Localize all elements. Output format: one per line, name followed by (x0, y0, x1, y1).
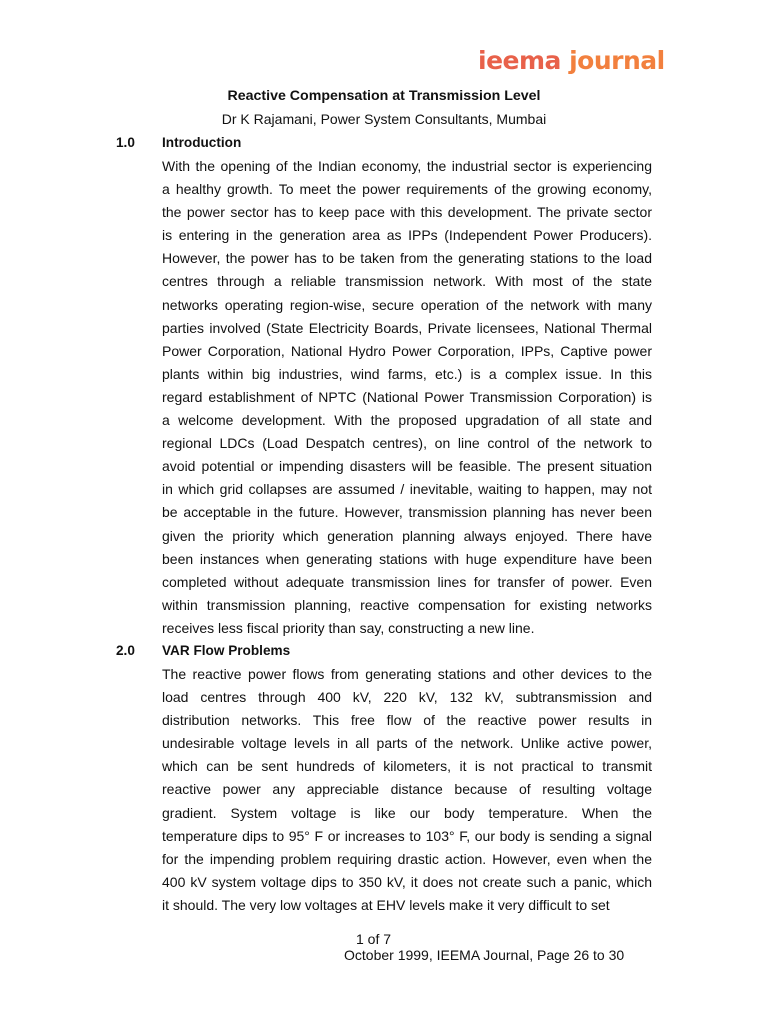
paragraph-line: 400 kV system voltage dips to 350 kV, it does not create such a panic, which (162, 873, 652, 890)
paragraph-line: Power Corporation, National Hydro Power Corporation, IPPs, Captive power (162, 342, 652, 359)
author-line: Dr K Rajamani, Power System Consultants, Mumbai (221, 111, 547, 127)
paragraph-line: regional LDCs (Load Despatch centres), on line control of the network to (162, 435, 652, 452)
paragraph-line: centres through a reliable transmission network. With most of the state (162, 273, 652, 290)
paper-title: Reactive Compensation at Transmission Level (227, 88, 541, 104)
paragraph-line: the power sector has to keep pace with this development. The private sector (162, 204, 652, 221)
paragraph-line: distribution networks. This free flow of the reactive power results in (162, 712, 652, 729)
paragraph-line: parties involved (State Electricity Boards, Private licensees, National Thermal (162, 319, 652, 336)
paragraph-line: networks operating region-wise, secure operation of the network with many (162, 296, 652, 313)
section-1-body (162, 155, 652, 640)
paragraph-line: within transmission planning, reactive compensation for existing networks (162, 596, 652, 613)
section-2-heading: VAR Flow Problems (162, 643, 291, 658)
paragraph-line: a healthy growth. To meet the power requirements of the growing economy, (162, 181, 652, 198)
section-1-number: 1.0 (116, 135, 135, 150)
section-2-body (162, 663, 652, 917)
paragraph-line: With the opening of the Indian economy, the industrial sector is experiencing (162, 158, 652, 174)
section-1-heading: Introduction (162, 135, 242, 150)
logo-journal-text: journal (560, 46, 665, 75)
paragraph-line: plants within big industries, wind farms, etc.) is a complex issue. In this (162, 365, 652, 382)
paragraph-line: avoid potential or impending disasters will be feasible. The present situation (162, 458, 652, 475)
paragraph-line: in which grid collapses are assumed / inevitable, waiting to happen, may not (162, 481, 652, 498)
paragraph-line: load centres through 400 kV, 220 kV, 132 kV, subtransmission and (162, 689, 652, 706)
paragraph-line: completed without adequate transmission lines for transfer of power. Even (162, 573, 652, 590)
paragraph-line: for the impending problem requiring drastic action. However, even when the (162, 850, 652, 867)
source-citation: October 1999, IEEMA Journal, Page 26 to 30 (344, 947, 625, 963)
paragraph-line: regard establishment of NPTC (National Power Transmission Corporation) is (162, 388, 652, 405)
section-2-number: 2.0 (116, 643, 135, 658)
paragraph-line: receives less fiscal priority than say, constructing a new line. (162, 619, 535, 636)
paragraph-line: undesirable voltage levels in all parts of the network. Unlike active power, (162, 735, 652, 752)
logo-ieema-text: ieema (478, 46, 561, 75)
paragraph-line: be acceptable in the future. However, transmission planning has never been (162, 504, 652, 521)
ieema-journal-logo (478, 46, 665, 75)
paragraph-line: which can be sent hundreds of kilometers, it is not practical to transmit (162, 758, 652, 775)
paragraph-line: However, the power has to be taken from the generating stations to the load (162, 250, 652, 267)
paragraph-line: reactive power any appreciable distance because of resulting voltage (162, 781, 652, 798)
paragraph-line: been instances when generating stations with huge expenditure have been (162, 550, 652, 567)
paragraph-line: is entering in the generation area as IPPs (Independent Power Producers). (162, 227, 652, 244)
paragraph-line: it should. The very low voltages at EHV levels make it very difficult to set (162, 896, 610, 913)
paragraph-line: a welcome development. With the proposed upgradation of all state and (162, 412, 652, 429)
paragraph-line: gradient. System voltage is like our body temperature. When the (162, 804, 652, 821)
paragraph-line: given the priority which generation planning always enjoyed. There have (162, 527, 652, 544)
page-number: 1 of 7 (356, 931, 392, 947)
paragraph-line: The reactive power flows from generating stations and other devices to the (162, 666, 652, 682)
paragraph-line: temperature dips to 95° F or increases to 103° F, our body is sending a signal (162, 827, 652, 844)
